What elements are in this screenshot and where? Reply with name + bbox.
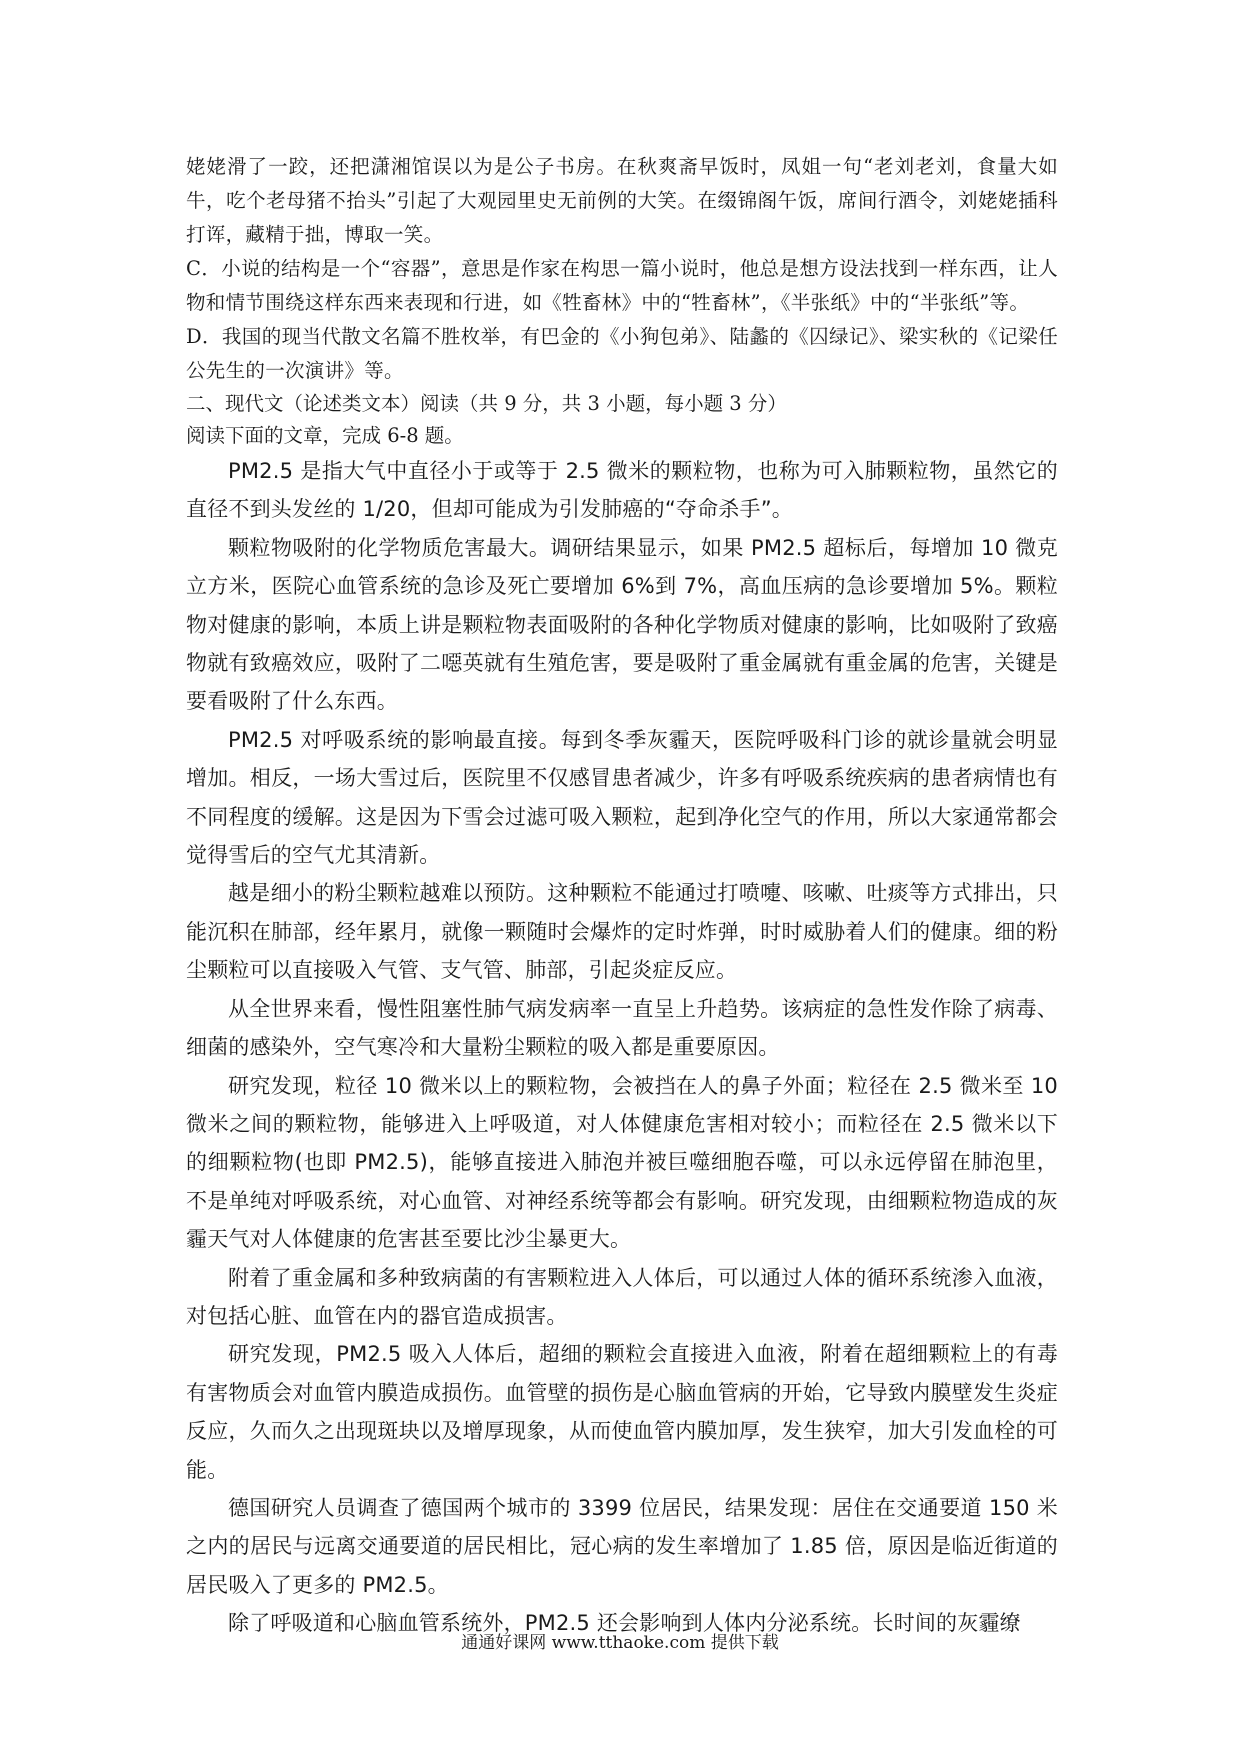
article-paragraph: 从全世界来看，慢性阻塞性肺气病发病率一直呈上升趋势。该病症的急性发作除了病毒、细菌的感染外，空气寒冷和大量粉尘颗粒的吸入都是重要原因。: [186, 996, 1058, 1060]
continued-paragraph: 姥姥滑了一跤，还把潇湘馆误以为是公子书房。在秋爽斋早饭时，凤姐一句“老刘老刘，食量大如牛，吃个老母猪不抬头”引起了大观园里史无前例的大笑。在缀锦阁午饭，席间行酒令，刘姥姥插科打诨，藏精于拙，博取一笑。: [186, 155, 1058, 246]
page-footer: 通通好课网 www.tthaoke.com 提供下载: [461, 1633, 779, 1653]
article-paragraph: 德国研究人员调查了德国两个城市的 3399 位居民，结果发现：居住在交通要道 150 米之内的居民与远离交通要道的居民相比，冠心病的发生率增加了 1.85 倍，原因是临近街道的居民吸入了更多的 PM2.5。: [186, 1495, 1058, 1597]
article-paragraph: 研究发现，粒径 10 微米以上的颗粒物，会被挡在人的鼻子外面；粒径在 2.5 微米至 10 微米之间的颗粒物，能够进入上呼吸道，对人体健康危害相对较小；而粒径在 2.5 微米以下的细颗粒物(也即 PM2.5)，能够直接进入肺泡并被巨噬细胞吞噬，可以永远停留在肺泡里，不是单纯对呼吸系统，对心血管、对神经系统等都会有影响。研究发现，由细颗粒物造成的灰霾天气对人体健康的危害甚至要比沙尘暴更大。: [186, 1073, 1058, 1252]
option-c: C．小说的结构是一个“容器”，意思是作家在构思一篇小说时，他总是想方设法找到一样东西，让人物和情节围绕这样东西来表现和行进，如《牲畜林》中的“牲畜林”，《半张纸》中的“半张纸”等。: [186, 257, 1058, 314]
article-paragraph: PM2.5 是指大气中直径小于或等于 2.5 微米的颗粒物，也称为可入肺颗粒物，虽然它的直径不到头发丝的 1/20，但却可能成为引发肺癌的“夺命杀手”。: [186, 459, 1058, 522]
section-heading: 二、现代文（论述类文本）阅读（共 9 分，共 3 小题，每小题 3 分）: [186, 392, 787, 415]
article-paragraph: 附着了重金属和多种致病菌的有害颗粒进入人体后，可以通过人体的循环系统渗入血液，对包括心脏、血管在内的器官造成损害。: [186, 1265, 1058, 1328]
article-paragraph: 除了呼吸道和心脑血管系统外，PM2.5 还会影响到人体内分泌系统。长时间的灰霾缭: [228, 1611, 1021, 1636]
article-paragraph: 颗粒物吸附的化学物质危害最大。调研结果显示，如果 PM2.5 超标后，每增加 10 微克立方米，医院心血管系统的急诊及死亡要增加 6%到 7%，高血压病的急诊要增加 5%。颗粒物对健康的影响，本质上讲是颗粒物表面吸附的各种化学物质对健康的影响，比如吸附了致癌物就有致癌效应，吸附了二噁英就有生殖危害，要是吸附了重金属就有重金属的危害，关键是要看吸附了什么东西。: [186, 535, 1058, 714]
article-body: [186, 452, 1058, 1643]
article-paragraph: PM2.5 对呼吸系统的影响最直接。每到冬季灰霾天，医院呼吸科门诊的就诊量就会明显增加。相反，一场大雪过后，医院里不仅感冒患者减少，许多有呼吸系统疾病的患者病情也有不同程度的缓解。这是因为下雪会过滤可吸入颗粒，起到净化空气的作用，所以大家通常都会觉得雪后的空气尤其清新。: [186, 727, 1058, 868]
reading-instruction: 阅读下面的文章，完成 6-8 题。: [186, 424, 464, 447]
option-d: D．我国的现当代散文名篇不胜枚举，有巴金的《小狗包弟》、陆蠡的《囚绿记》、梁实秋的《记梁任公先生的一次演讲》等。: [186, 325, 1058, 382]
article-paragraph: 研究发现，PM2.5 吸入人体后，超细的颗粒会直接进入血液，附着在超细颗粒上的有毒有害物质会对血管内膜造成损伤。血管壁的损伤是心脑血管病的开始，它导致内膜壁发生炎症反应，久而久之出现斑块以及增厚现象，从而使血管内膜加厚，发生狭窄，加大引发血栓的可能。: [186, 1342, 1058, 1482]
page-content: [186, 150, 1058, 1643]
article-paragraph: 越是细小的粉尘颗粒越难以预防。这种颗粒不能通过打喷嚏、咳嗽、吐痰等方式排出，只能沉积在肺部，经年累月，就像一颗随时会爆炸的定时炸弹，时时威胁着人们的健康。细的粉尘颗粒可以直接吸入气管、支气管、肺部，引起炎症反应。: [186, 881, 1058, 983]
